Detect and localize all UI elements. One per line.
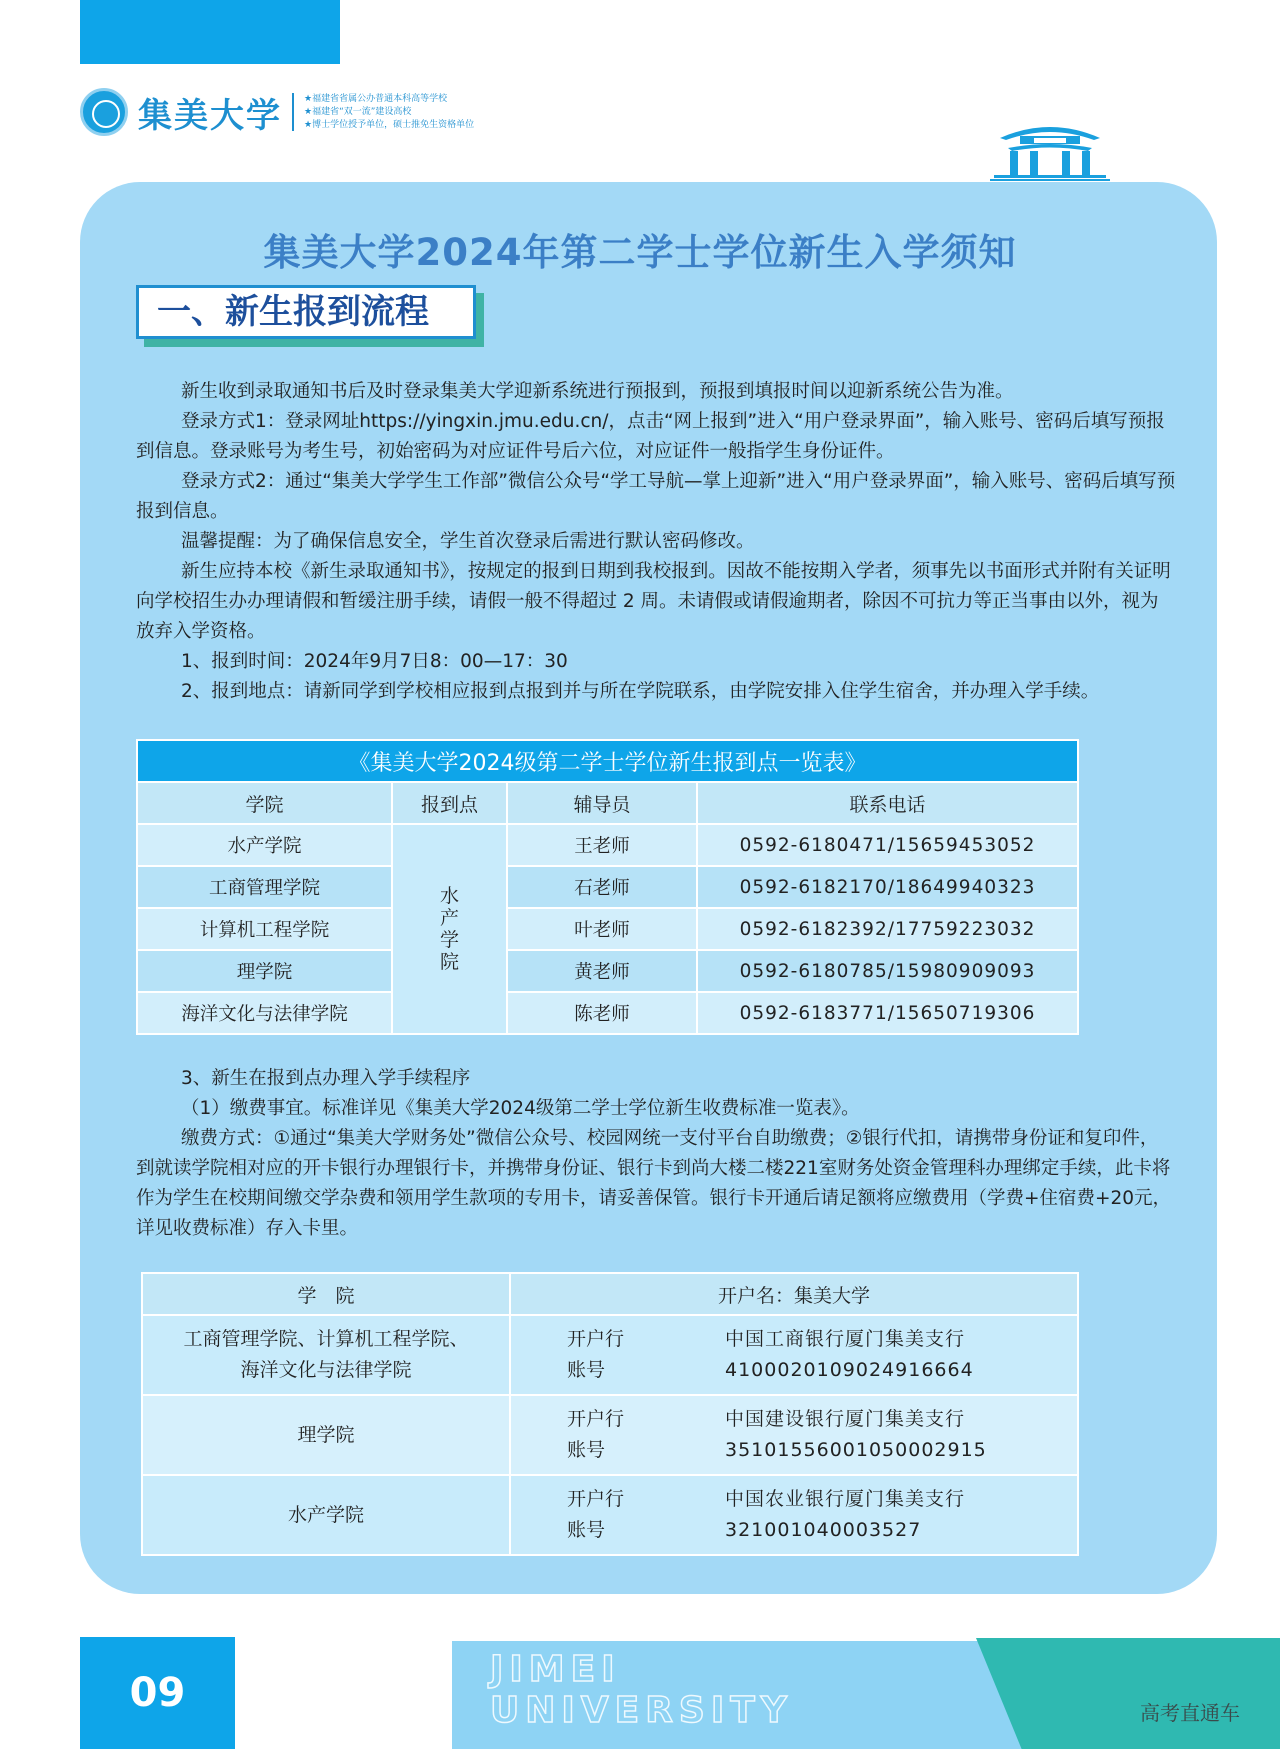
cell-college: 水产学院 (137, 824, 392, 866)
registration-points-table (136, 739, 1079, 1035)
account-number: 321001040003527 (725, 1519, 922, 1541)
bank-accounts-table (141, 1272, 1079, 1556)
account-label: 账号 (567, 1519, 606, 1541)
table-row (137, 866, 1078, 908)
cell-college: 计算机工程学院 (137, 908, 392, 950)
bank-label: 开户行 (567, 1328, 625, 1350)
account-label: 账号 (567, 1359, 606, 1381)
logo-name: 集美大学 (138, 95, 282, 136)
logo-notes (304, 93, 474, 132)
cell-counselor: 陈老师 (507, 992, 697, 1034)
table-row (142, 1315, 1078, 1395)
paragraph: 温馨提醒：为了确保信息安全，学生首次登录后需进行默认密码修改。 (181, 531, 755, 552)
column-header: 联系电话 (697, 782, 1078, 824)
table-row (137, 950, 1078, 992)
cell-phone: 0592-6182392/17759223032 (697, 908, 1078, 950)
account-number: 35101556001050002915 (725, 1439, 987, 1461)
table-row (142, 1395, 1078, 1475)
bank-name: 中国建设银行厦门集美支行 (725, 1408, 966, 1430)
cell-phone: 0592-6180471/15659453052 (697, 824, 1078, 866)
cell-bank-info (510, 1395, 1078, 1475)
paragraph: 新生收到录取通知书后及时登录集美大学迎新系统进行预报到，预报到填报时间以迎新系统公告为准。 (181, 381, 1014, 402)
college-line: 海洋文化与法律学院 (240, 1359, 412, 1381)
cell-phone: 0592-6182170/18649940323 (697, 866, 1078, 908)
bank-label: 开户行 (567, 1488, 625, 1510)
column-header: 学 院 (142, 1273, 510, 1315)
column-header: 报到点 (392, 782, 507, 824)
table-row (142, 1475, 1078, 1555)
table-row (137, 824, 1078, 866)
column-header: 学院 (137, 782, 392, 824)
cell-college: 理学院 (137, 950, 392, 992)
paragraph: 2、报到地点：请新同学到学校相应报到点报到并与所在学院联系，由学院安排入住学生宿舍，并办理入学手续。 (181, 681, 1100, 702)
cell-counselor: 叶老师 (507, 908, 697, 950)
cell-college: 海洋文化与法律学院 (137, 992, 392, 1034)
footer-word-jimei: JIMEI (490, 1649, 621, 1690)
column-header: 开户名：集美大学 (510, 1273, 1078, 1315)
cell-registration-point (392, 824, 507, 1034)
paragraph: 登录方式2：通过“集美大学学生工作部”微信公众号“学工导航—掌上迎新”进入“用户登录界面”，输入账号、密码后填写预报到信息。 (136, 471, 1176, 522)
footer-word-university: UNIVERSITY (490, 1690, 793, 1731)
watermark-text: 高考直通车 (1140, 1701, 1240, 1725)
paragraph: 登录方式1：登录网址https://yingxin.jmu.edu.cn/，点击“网上报到”进入“用户登录界面”，输入账号、密码后填写预报到信息。登录账号为考生号，初始密码为对应证件号后六位，对应证件一般指学生身份证件。 (136, 411, 1165, 462)
logo-note: ★博士学位授予单位，硕士推免生资格单位 (304, 119, 475, 130)
table-caption: 《集美大学2024级第二学士学位新生报到点一览表》 (137, 740, 1078, 782)
bank-name: 中国工商银行厦门集美支行 (725, 1328, 966, 1350)
college-line: 理学院 (297, 1423, 355, 1446)
section-heading: 一、新生报到流程 (136, 285, 476, 339)
paragraph: （1）缴费事宜。标准详见《集美大学2024级第二学士学位新生收费标准一览表》。 (181, 1098, 860, 1119)
cell-bank-info (510, 1315, 1078, 1395)
paragraph: 新生应持本校《新生录取通知书》，按规定的报到日期到我校报到。因故不能按期入学者，须事先以书面形式并附有关证明向学校招生办办理请假和暂缓注册手续，请假一般不得超过 2 周。未请假或请假逾期者，除因不可抗力等正当事由以外，视为放弃入学资格。 (136, 561, 1171, 642)
paragraph: 缴费方式：①通过“集美大学财务处”微信公众号、校园网统一支付平台自助缴费；②银行代扣，请携带身份证和复印件，到就读学院相对应的开卡银行办理银行卡，并携带身份证、银行卡到尚大楼二楼221室财务处资金管理科办理绑定手续，此卡将作为学生在校期间缴交学杂费和领用学生款项的专用卡，请妥善保管。银行卡开通后请足额将应缴费用（学费+住宿费+20元，详见收费标准）存入卡里。 (136, 1128, 1172, 1239)
bank-name: 中国农业银行厦门集美支行 (725, 1488, 966, 1510)
cell-counselor: 王老师 (507, 824, 697, 866)
page-number: 09 (80, 1637, 235, 1749)
bank-label: 开户行 (567, 1408, 625, 1430)
logo-divider (292, 93, 294, 131)
college-line: 水产学院 (287, 1503, 364, 1526)
cell-college (142, 1475, 510, 1555)
page-title: 集美大学2024年第二学士学位新生入学须知 (263, 231, 1017, 274)
cell-bank-info (510, 1475, 1078, 1555)
college-line: 工商管理学院、计算机工程学院、 (183, 1328, 469, 1350)
table-row (137, 908, 1078, 950)
paragraph: 3、新生在报到点办理入学手续程序 (181, 1068, 471, 1089)
cell-counselor: 石老师 (507, 866, 697, 908)
table-row (137, 992, 1078, 1034)
top-accent-bar (80, 0, 340, 64)
footer-teal-shape (976, 1638, 1280, 1749)
cell-college (142, 1315, 510, 1395)
cell-college: 工商管理学院 (137, 866, 392, 908)
column-header: 辅导员 (507, 782, 697, 824)
cell-college (142, 1395, 510, 1475)
cell-counselor: 黄老师 (507, 950, 697, 992)
account-number: 4100020109024916664 (725, 1359, 974, 1381)
campus-gate-icon (990, 118, 1110, 182)
logo-note: ★福建省省属公办普通本科高等学校 (304, 93, 448, 104)
cell-phone: 0592-6180785/15980909093 (697, 950, 1078, 992)
account-label: 账号 (567, 1439, 606, 1461)
university-logo (80, 88, 474, 136)
paragraph: 1、报到时间：2024年9月7日8：00—17：30 (181, 651, 568, 672)
registration-point-label: 水产学院 (439, 885, 459, 973)
logo-note: ★福建省“双一流”建设高校 (304, 106, 412, 117)
cell-phone: 0592-6183771/15650719306 (697, 992, 1078, 1034)
university-seal-icon (80, 88, 128, 136)
